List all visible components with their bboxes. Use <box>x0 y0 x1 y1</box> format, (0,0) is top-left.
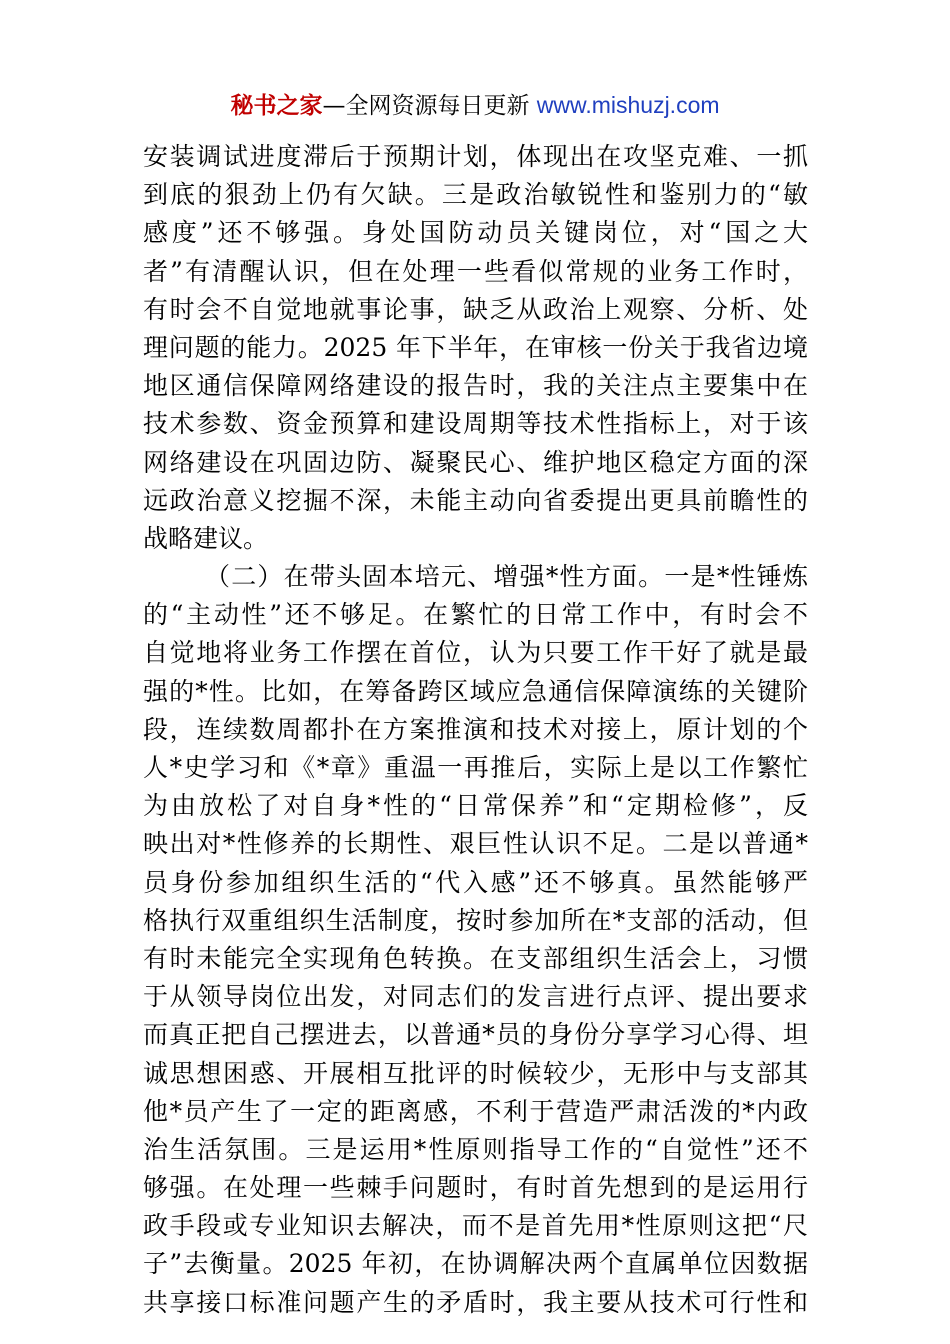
text-line: 而真正把自己摆进去，以普通*员的身份分享学习心得、坦 <box>143 1020 808 1050</box>
text-line: 技术参数、资金预算和建设周期等技术性指标上，对于该 <box>143 409 808 439</box>
header-brand: 秘书之家 <box>230 93 323 119</box>
text-line: 的“主动性”还不够足。在繁忙的日常工作中，有时会不 <box>143 600 808 630</box>
page-header <box>0 88 950 123</box>
text-line: 人*史学习和《*章》重温一再推后，实际上是以工作繁忙 <box>143 753 808 782</box>
text-line: 员身份参加组织生活的“代入感”还不够真。虽然能够严 <box>143 867 808 897</box>
text-line: 他*员产生了一定的距离感，不利于营造严肃活泼的*内政 <box>143 1096 808 1126</box>
header-site-link[interactable]: www.mishuzj.com <box>536 92 720 118</box>
text-line: 有时会不自觉地就事论事，缺乏从政治上观察、分析、处 <box>143 294 808 324</box>
text-line: 自觉地将业务工作摆在首位，认为只要工作干好了就是最 <box>143 638 808 668</box>
text-line: 有时未能完全实现角色转换。在支部组织生活会上，习惯 <box>143 943 808 973</box>
text-line: 共享接口标准问题产生的矛盾时，我主要从技术可行性和 <box>143 1287 808 1317</box>
text-line: 格执行双重组织生活制度，按时参加所在*支部的活动，但 <box>143 905 808 935</box>
text-line: 到底的狠劲上仍有欠缺。三是政治敏锐性和鉴别力的“敏 <box>143 180 808 210</box>
text-line: 远政治意义挖掘不深，未能主动向省委提出更具前瞻性的 <box>143 485 808 515</box>
text-line: 地区通信保障网络建设的报告时，我的关注点主要集中在 <box>143 371 808 401</box>
text-line: 治生活氛围。三是运用*性原则指导工作的“自觉性”还不 <box>143 1134 808 1164</box>
text-line: 理问题的能力。2025 年下半年，在审核一份关于我省边境 <box>143 332 808 362</box>
text-line: 诚思想困惑、开展相互批评的时候较少，无形中与支部其 <box>143 1058 808 1088</box>
section-heading-line: （二）在带头固本培元、增强*性方面。一是*性锤炼 <box>205 562 808 592</box>
text-line: 段，连续数周都扑在方案推演和技术对接上，原计划的个 <box>143 714 808 744</box>
text-line: 网络建设在巩固边防、凝聚民心、维护地区稳定方面的深 <box>143 447 808 477</box>
text-line: 为由放松了对自身*性的“日常保养”和“定期检修”，反 <box>143 791 808 821</box>
document-body <box>143 138 808 1322</box>
text-line: 政手段或专业知识去解决，而不是首先用*性原则这把“尺 <box>143 1211 808 1241</box>
text-line: 强的*性。比如，在筹备跨区域应急通信保障演练的关键阶 <box>143 676 808 706</box>
text-line: 感度”还不够强。身处国防动员关键岗位，对“国之大 <box>143 218 808 248</box>
text-line: 者”有清醒认识，但在处理一些看似常规的业务工作时， <box>143 256 808 286</box>
text-line: 子”去衡量。2025 年初，在协调解决两个直属单位因数据 <box>143 1249 808 1279</box>
header-tagline: —全网资源每日更新 <box>322 93 530 119</box>
text-line: 安装调试进度滞后于预期计划，体现出在攻坚克难、一抓 <box>143 142 808 171</box>
text-line: 映出对*性修养的长期性、艰巨性认识不足。二是以普通* <box>143 829 808 859</box>
text-line: 于从领导岗位出发，对同志们的发言进行点评、提出要求 <box>143 982 808 1012</box>
text-line: 够强。在处理一些棘手问题时，有时首先想到的是运用行 <box>143 1173 808 1203</box>
text-line: 战略建议。 <box>143 523 269 553</box>
